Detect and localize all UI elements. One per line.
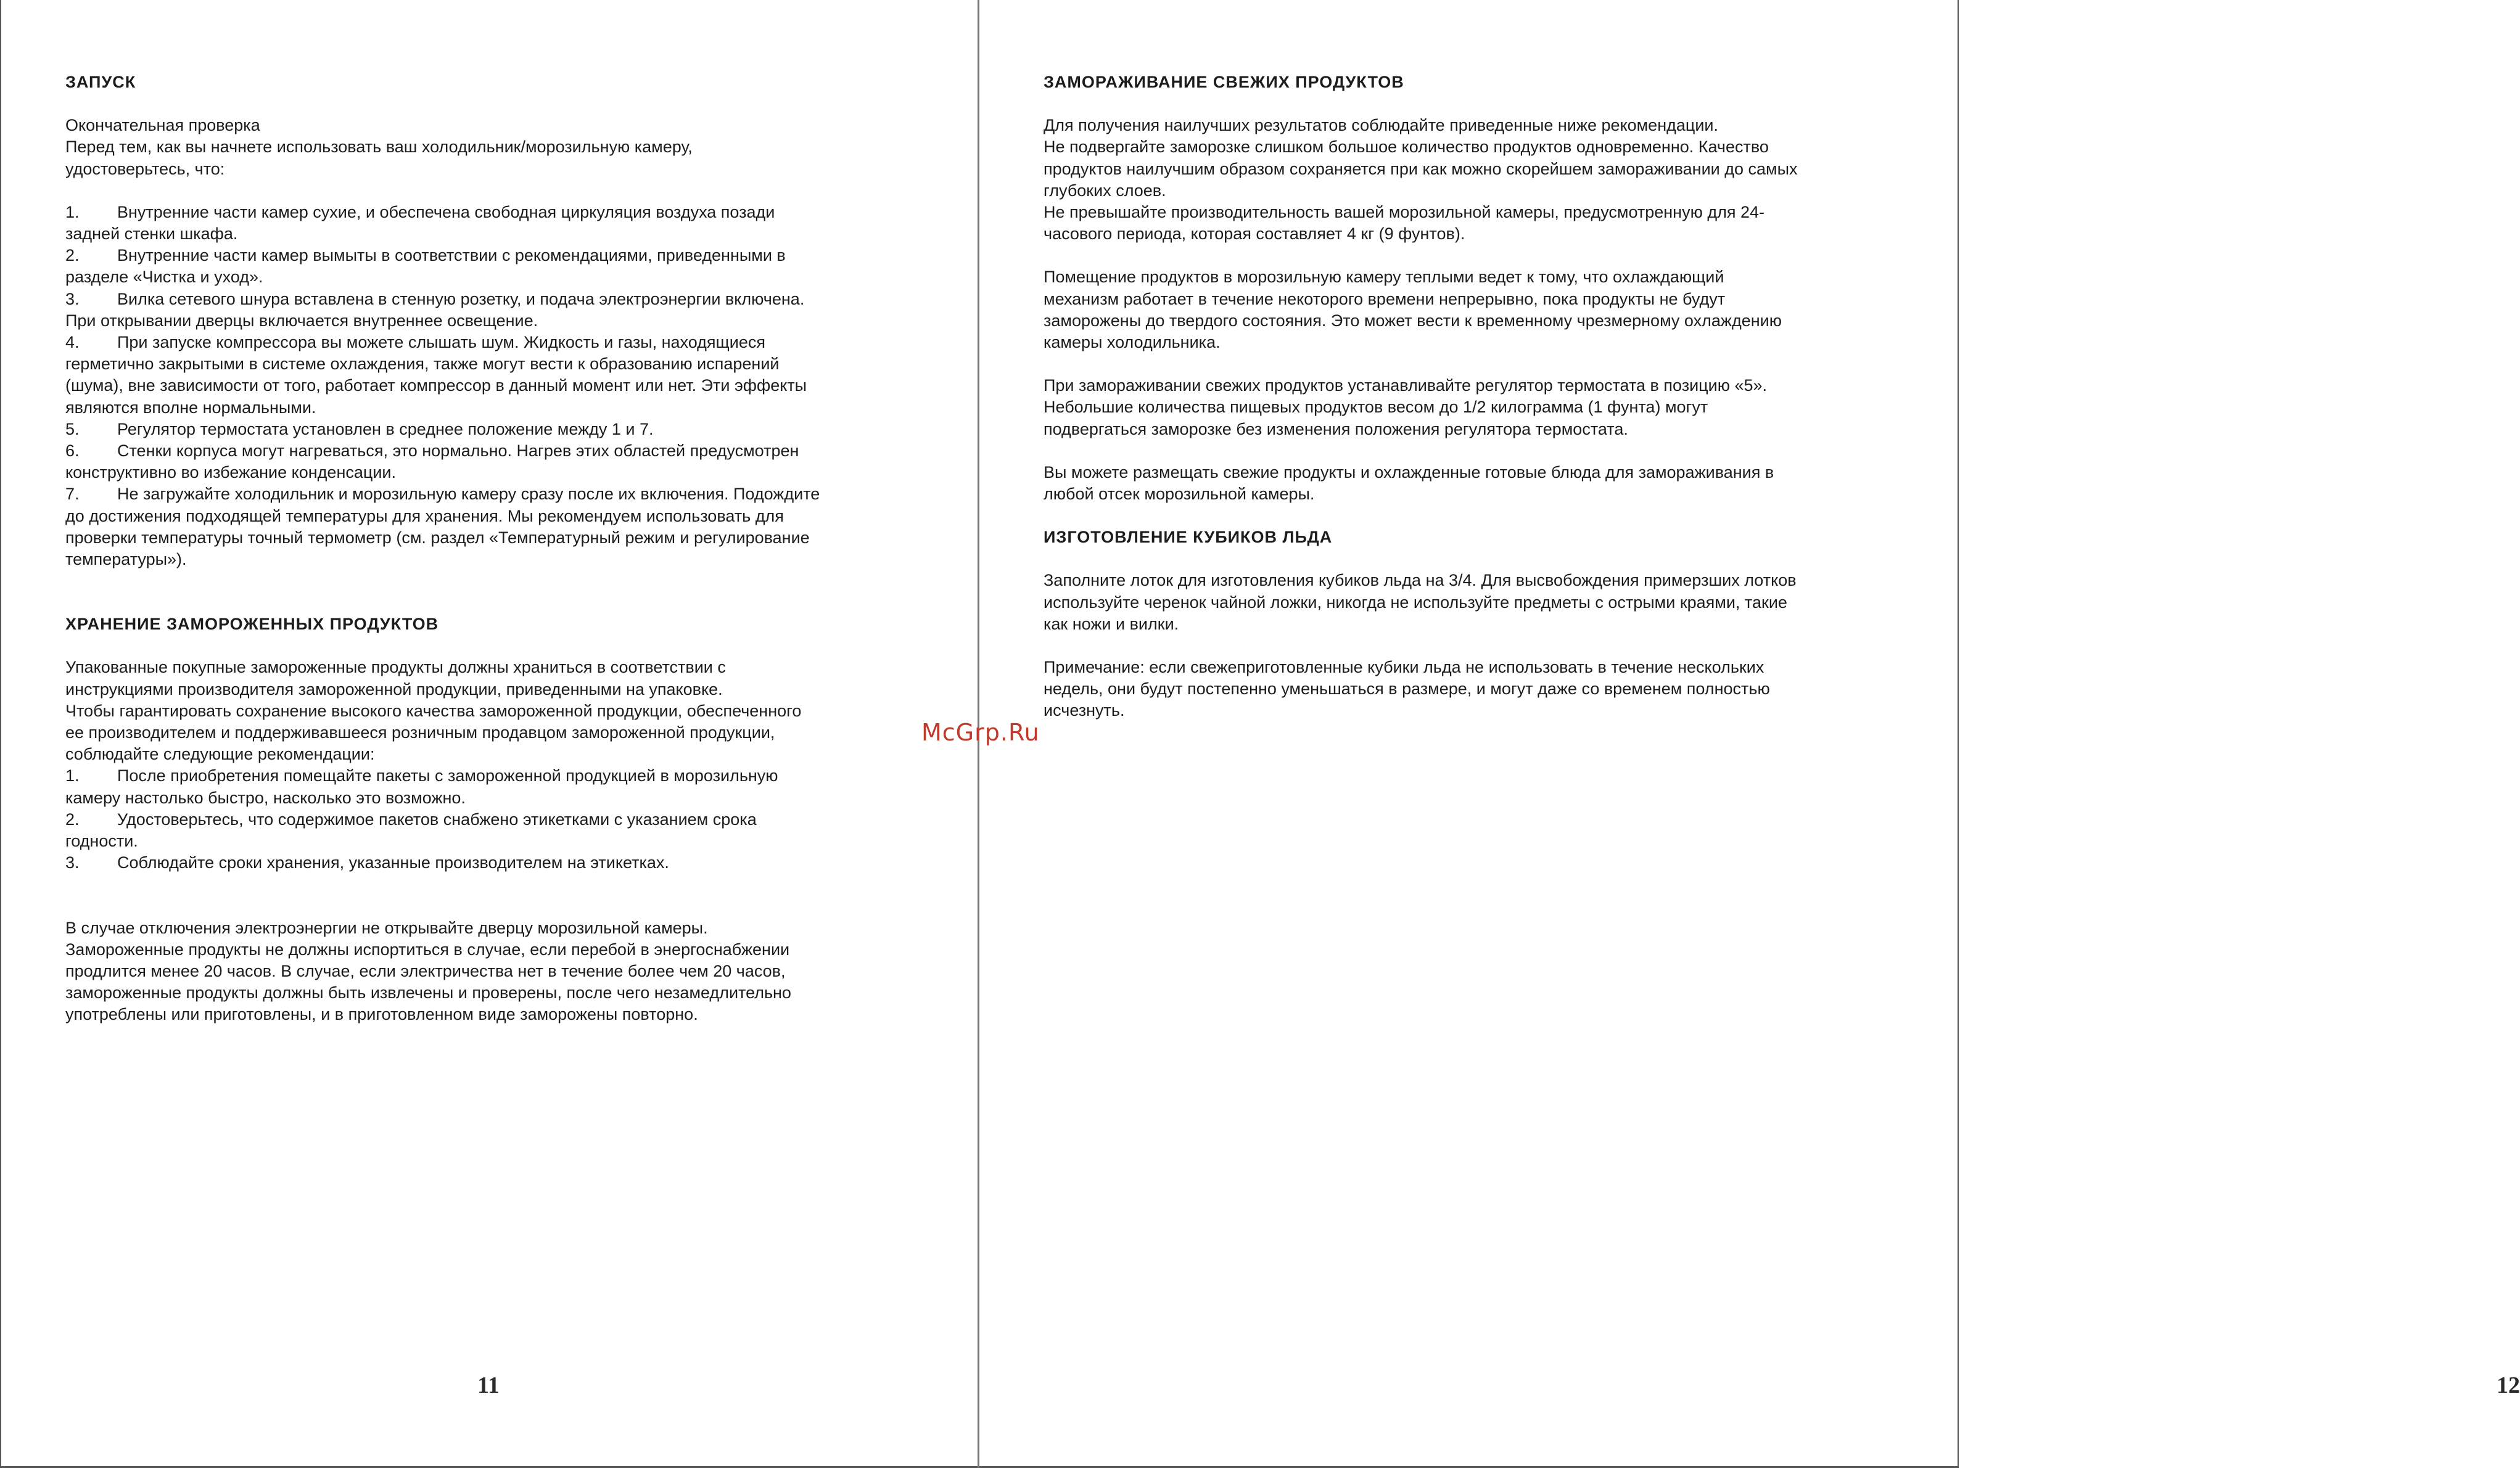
power-outage-paragraph: В случае отключения электроэнергии не открывайте дверцу морозильной камеры. Замороженные продукты не должны испортиться в случае, если перебой в энергоснабжении продлится менее 20 часов. В случае, если электричества нет в течение более чем 20 часов, замороженные продукты должны быть извлечены и проверены, после чего незамедлительно употреблены или приготовлены, и в приготовленном виде заморожены повторно. <box>65 918 791 1024</box>
freezing-paragraph-3: При замораживании свежих продуктов устанавливайте регулятор термостата в позицию «5». Небольшие количества пищевых продуктов весом до 1/2 килограмма (1 фунта) могут подвергаться заморозке без изменения положения регулятора термостата. <box>1044 376 1768 438</box>
list-item-number: 1. <box>65 202 80 221</box>
freezing-heading: ЗАМОРАЖИВАНИЕ СВЕЖИХ ПРОДУКТОВ <box>1044 73 1404 91</box>
list-item-text: Не загружайте холодильник и морозильную камеру сразу после их включения. Подождите до достижения подходящей температуры для хранения. Мы рекомендуем использовать для проверки температуры точный термометр (см. раздел «Температурный режим и регулирование температуры»). <box>65 485 820 569</box>
list-item <box>65 765 916 808</box>
right-page-column <box>1044 72 1895 722</box>
list-item <box>65 809 916 852</box>
list-item <box>65 440 916 483</box>
startup-checklist <box>65 202 916 570</box>
page-border-left <box>0 0 1 1468</box>
list-item <box>65 332 916 419</box>
freezing-paragraph-4: Вы можете размещать свежие продукты и охлажденные готовые блюда для замораживания в любой отсек морозильной камеры. <box>1044 462 1774 504</box>
startup-intro: Окончательная проверка Перед тем, как вы начнете использовать ваш холодильник/морозильную камеру, удостоверьтесь, что: <box>65 116 693 178</box>
list-item <box>65 419 916 440</box>
startup-heading: ЗАПУСК <box>65 73 136 91</box>
freezing-paragraph-1: Для получения наилучших результатов соблюдайте приведенные ниже рекомендации. Не подвергайте заморозке слишком большое количество продуктов одновременно. Качество продуктов наилучшим образом сохраняется при как можно скорейшем замораживании до самых глубоких слоев. Не превышайте производительность вашей морозильной камеры, предусмотренную для 24- часового периода, которая составляет 4 кг (9 фунтов). <box>1044 116 1798 244</box>
list-item-number: 5. <box>65 419 80 438</box>
list-item-text: При запуске компрессора вы можете слышать шум. Жидкость и газы, находящиеся герметично закрытыми в системе охлаждения, также могут вести к образованию испарений (шума), вне зависимости от того, работает компрессор в данный момент или нет. Эти эффекты являются вполне нормальными. <box>65 333 807 417</box>
list-item-number: 6. <box>65 441 80 461</box>
list-item-number: 3. <box>65 289 80 308</box>
list-item-text: Внутренние части камер сухие, и обеспечена свободная циркуляция воздуха позади задней стенки шкафа. <box>65 202 775 244</box>
list-item <box>65 852 916 874</box>
list-item-text: Стенки корпуса могут нагреваться, это нормально. Нагрев этих областей предусмотрен конструктивно во избежание конденсации. <box>65 441 799 482</box>
freezing-paragraph-2: Помещение продуктов в морозильную камеру теплыми ведет к тому, что охлаждающий механизм работает в течение некоторого времени непрерывно, пока продукты не будут заморожены до твердого состояния. Это может вести к временному чрезмерному охлаждению камеры холодильника. <box>1044 268 1782 352</box>
list-item <box>65 289 916 332</box>
ice-cubes-heading: ИЗГОТОВЛЕНИЕ КУБИКОВ ЛЬДА <box>1044 528 1333 547</box>
watermark: McGrp.Ru <box>921 719 1040 746</box>
list-item-number: 4. <box>65 333 80 352</box>
left-page-column <box>65 72 916 1026</box>
storage-intro: Упакованные покупные замороженные продукты должны храниться в соответствии с инструкциями производителя замороженной продукции, приведенными на упаковке. Чтобы гарантировать сохранение высокого качества замороженной продукции, обеспеченного ее производителем и поддерживавшееся розничным продавцом замороженной продукции, соблюдайте следующие рекомендации: <box>65 658 802 764</box>
list-item-text: Вилка сетевого шнура вставлена в стенную розетку, и подача электроэнергии включена. При открывании дверцы включается внутреннее освещение. <box>65 289 805 330</box>
list-item-number: 3. <box>65 853 80 872</box>
list-item <box>65 245 916 288</box>
left-page <box>65 0 916 1468</box>
page-number-11: 11 <box>477 1372 500 1398</box>
page-number-12: 12 <box>2497 1372 2520 1398</box>
list-item-number: 2. <box>65 810 80 829</box>
list-item-number: 2. <box>65 246 80 265</box>
ice-cubes-paragraph: Заполните лоток для изготовления кубиков льда на 3/4. Для высвобождения примерзших лотков используйте черенок чайной ложки, никогда не используйте предметы с острыми краями, такие как ножи и вилки. <box>1044 571 1797 633</box>
list-item-number: 7. <box>65 485 80 504</box>
list-item-text: Соблюдайте сроки хранения, указанные производителем на этикетках. <box>117 853 669 872</box>
list-item-text: Регулятор термостата установлен в среднее положение между 1 и 7. <box>117 419 654 438</box>
storage-recommendations <box>65 765 916 874</box>
storage-heading: ХРАНЕНИЕ ЗАМОРОЖЕННЫХ ПРОДУКТОВ <box>65 615 439 634</box>
list-item-text: Внутренние части камер вымыты в соответствии с рекомендациями, приведенными в разделе «Чистка и уход». <box>65 246 786 287</box>
list-item-number: 1. <box>65 766 80 785</box>
list-item-text: Удостоверьтесь, что содержимое пакетов снабжено этикетками с указанием срока годности. <box>65 810 757 851</box>
right-page <box>1044 0 2520 1468</box>
list-item <box>65 483 916 570</box>
list-item <box>65 202 916 245</box>
ice-cubes-note: Примечание: если свежеприготовленные кубики льда не использовать в течение нескольких недель, они будут постепенно уменьшаться в размере, и могут даже со временем полностью исчезнуть. <box>1044 658 1770 720</box>
list-item-text: После приобретения помещайте пакеты с замороженной продукцией в морозильную камеру настолько быстро, насколько это возможно. <box>65 766 778 807</box>
page-border-right <box>1958 0 1959 1468</box>
